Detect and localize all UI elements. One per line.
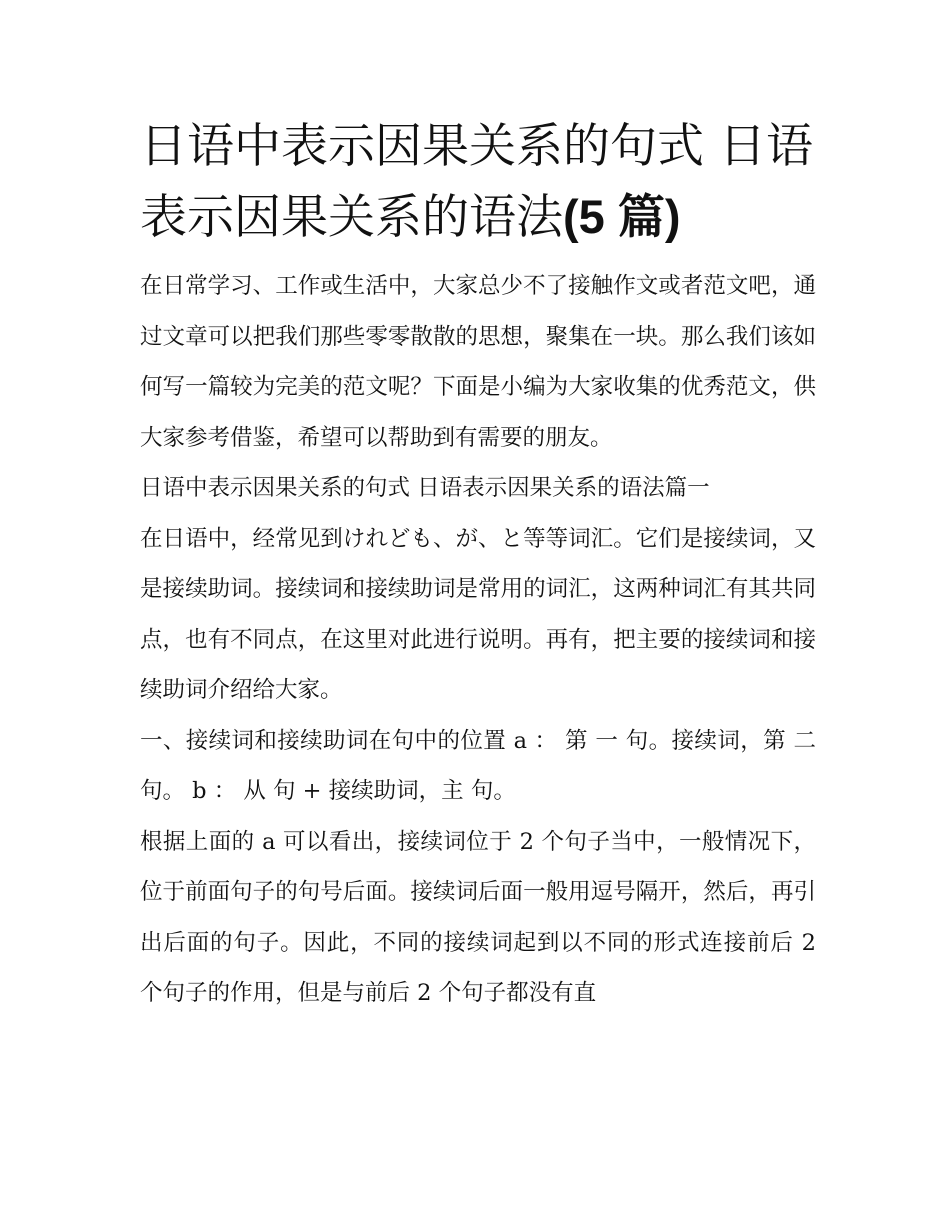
section-heading: 日语中表示因果关系的句式 日语表示因果关系的语法篇一: [140, 475, 710, 501]
title-main-text: 日语中表示因果关系的句式 日语表示因果关系的语法: [140, 119, 813, 245]
title-count-text: (5 篇): [563, 190, 681, 243]
paragraph-explanation: 根据上面的 a 可以看出，接续词位于 2 个句子当中，一般情况下，位于前面句子的句号后面。接续词后面一般用逗号隔开，然后，再引出后面的句子。因此，不同的接续词起到以不同的形式连接前后 2 个句子的作用，但是与前后 2 个句子都没有直: [140, 828, 816, 1006]
intro-paragraph: 在日常学习、工作或生活中，大家总少不了接触作文或者范文吧，通过文章可以把我们那些零零散散的思想，聚集在一块。那么我们该如何写一篇较为完美的范文呢？下面是小编为大家收集的优秀范文，供大家参考借鉴，希望可以帮助到有需要的朋友。: [140, 273, 816, 451]
document-title: [140, 112, 816, 253]
paragraph-position: 一、接续词和接续助词在句中的位置 a ： 第 一 句。接续词，第 二 句。 b ： 从 句 + 接续助词，主 句。: [140, 727, 816, 804]
paragraph-conjunctions: 在日语中，经常见到けれども、が、と等等词汇。它们是接续词，又是接续助词。接续词和接续助词是常用的词汇，这两种词汇有其共同点，也有不同点，在这里对此进行说明。再有，把主要的接续词和接续助词介绍给大家。: [140, 525, 816, 703]
document-page: [140, 112, 816, 1019]
